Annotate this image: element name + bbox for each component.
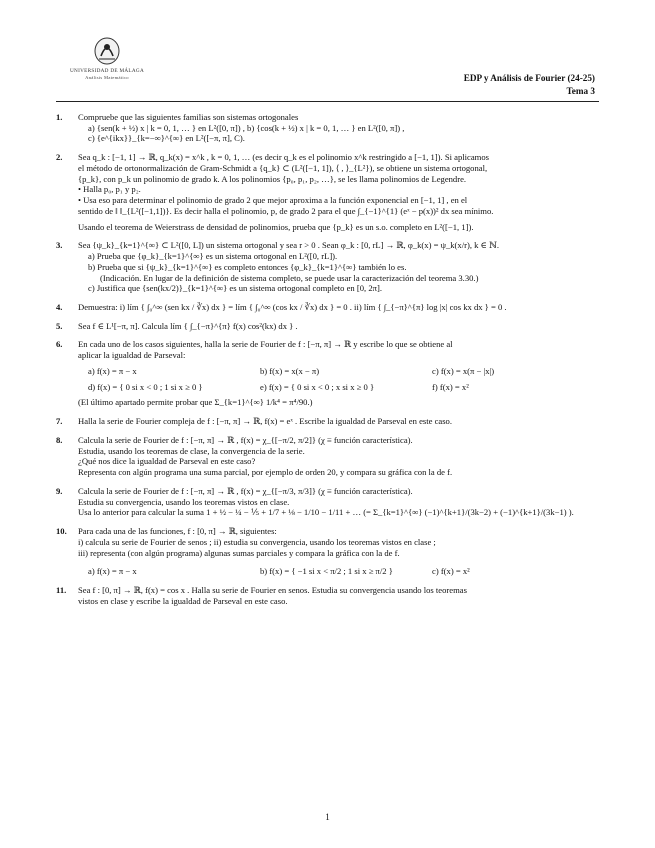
exercise-11 — [56, 585, 604, 606]
exercise-number: 3. — [56, 240, 63, 251]
page-number: 1 — [325, 812, 330, 822]
case-item: e) f(x) = { 0 si x < 0 ; x si x ≥ 0 } — [260, 381, 375, 392]
exercise-text: Compruebe que las siguientes familias son sistemas ortogonales — [78, 112, 299, 122]
exercise-text: aplicar la igualdad de Parseval: — [78, 350, 186, 361]
university-name: UNIVERSIDAD DE MÁLAGA — [69, 68, 145, 74]
exercise-10 — [56, 526, 604, 577]
exercise-2 — [56, 152, 604, 232]
course-title: EDP y Análisis de Fourier (24-25) — [463, 73, 595, 83]
exercise-text: ¿Qué nos dice la igualdad de Parseval en este caso? — [78, 456, 256, 467]
exercise-number: 2. — [56, 152, 63, 163]
case-item: f) f(x) = x² — [432, 381, 469, 392]
exercise-number: 8. — [56, 434, 63, 445]
exercise-text: iii) representa (con algún programa) algunas sumas parciales y compara la gráfica con la de f. — [78, 547, 400, 558]
exercise-text: Usando el teorema de Weierstrass de densidad de polinomios, prueba que {p_k} es un s.o. completo en L²([−1, 1]). — [78, 221, 474, 232]
exercise-6 — [56, 339, 604, 408]
exercise-number: 6. — [56, 339, 63, 350]
exercise-text: Sea {ψ_k}_{k=1}^{∞} ⊂ L²([0, L]) un sistema ortogonal y sea r > 0 . Sean φ_k : [0, rL] → ℝ, φ_k(x) = ψ_k(x/r), k ∈ ℕ. — [78, 240, 500, 251]
exercise-number: 7. — [56, 416, 63, 427]
university-logo — [67, 36, 147, 80]
exercise-text: Estudia, usando los teoremas de clase, la convergencia de la serie. — [78, 445, 305, 456]
exercise-text: a) Prueba que {φ_k}_{k=1}^{∞} es un sistema ortogonal en L²([0, rL]). — [88, 251, 338, 262]
cases-row — [78, 366, 604, 377]
exercise-number: 4. — [56, 302, 63, 313]
exercise-text: Calcula la serie de Fourier de f : [−π, π] → ℝ , f(x) = χ_{[−π/2, π/2]} (χ ≡ función característica). — [78, 434, 413, 445]
exercise-text: Para cada una de las funciones, f : [0, π] → ℝ, siguientes: — [78, 526, 277, 537]
case-item: a) f(x) = π − x — [88, 365, 137, 376]
exercise-8 — [56, 435, 604, 478]
course-header — [464, 72, 595, 99]
exercise-3 — [56, 240, 604, 294]
exercise-text: Calcula la serie de Fourier de f : [−π, π] → ℝ , f(x) = χ_{[−π/3, π/3]} (χ ≡ función característica). — [78, 485, 413, 496]
case-item: b) f(x) = { −1 si x < π/2 ; 1 si x ≥ π/2 } — [260, 566, 393, 577]
exercise-text: Representa con algún programa una suma parcial, por ejemplo de orden 20, y compara su gráfica con la de f. — [78, 467, 453, 478]
exercise-text: a) {sen(k + ½) x | k = 0, 1, … } en L²([0, π]) , b) {cos(k + ½) x | k = 0, 1, … } en L²([0, π]) , — [88, 122, 405, 133]
exercise-text: En cada uno de los casos siguientes, halla la serie de Fourier de f : [−π, π] → ℝ y escribe lo que se obtiene al — [78, 339, 453, 350]
exercise-text: c) {e^{ikx}}_{k=−∞}^{∞} en L²([−π, π], C). — [88, 133, 245, 144]
exercise-9 — [56, 486, 604, 518]
exercise-text: Sea q_k : [−1, 1] → ℝ, q_k(x) = x^k , k = 0, 1, … (es decir q_k es el polinomio x^k restringido a [−1, 1]). Si aplicamos — [78, 152, 489, 163]
exercise-number: 9. — [56, 485, 63, 496]
exercise-text: • Halla p₀, p₁ y p₂. — [78, 184, 141, 195]
exercise-5 — [56, 321, 604, 332]
cases-row — [78, 566, 604, 577]
exercise-7 — [56, 416, 604, 427]
case-item: d) f(x) = { 0 si x < 0 ; 1 si x ≥ 0 } — [88, 381, 203, 392]
case-item: c) f(x) = x(π − |x|) — [432, 365, 495, 376]
exercise-number: 10. — [56, 526, 67, 537]
header-divider — [56, 101, 599, 102]
exercise-1 — [56, 112, 604, 144]
exercise-note: (El último apartado permite probar que Σ_{k=1}^{∞} 1/k⁴ = π⁴/90.) — [78, 397, 313, 408]
cases-row — [78, 382, 604, 393]
exercise-4 — [56, 302, 604, 313]
exercise-text: c) Justifica que {sen(kx/2)}_{k=1}^{∞} es un sistema ortogonal completo en [0, 2π]. — [88, 283, 382, 294]
case-item: b) f(x) = x(x − π) — [260, 365, 320, 376]
exercise-text: Sea f : [0, π] → ℝ, f(x) = cos x . Halla su serie de Fourier en senos. Estudia su convergencia usando los teoremas — [78, 584, 467, 595]
exercise-text: Demuestra: i) lím { ∫₀^∞ (sen kx / ∛x) dx } = lím { ∫₀^∞ (cos kx / ∛x) dx } = 0 . ii) lím { ∫_{−π}^{π} log |x| cos kx dx } = 0 . — [78, 302, 507, 313]
exercise-number: 5. — [56, 320, 63, 331]
exercise-number: 11. — [56, 584, 67, 595]
case-item: a) f(x) = π − x — [88, 566, 137, 577]
exercise-text: Usa lo anterior para calcular la suma 1 + ½ − ¼ − ⅕ + 1/7 + ⅛ − 1/10 − 1/11 + … (= Σ_{k=1}^{∞} (−1)^{k+1}/(3k−2) + (−1)^{k+1}/(3k−1) ). — [78, 507, 574, 518]
university-seal-icon — [93, 36, 121, 66]
exercise-text: • Usa eso para determinar el polinomio de grado 2 que mejor aproxima a la función exponencial en [−1, 1] , en el — [78, 195, 468, 206]
exercise-text: Halla la serie de Fourier compleja de f : [−π, π] → ℝ, f(x) = eˣ . Escribe la igualdad de Parseval en este caso. — [78, 416, 452, 427]
exercise-text: sentido de ‖ ‖_{L²([−1,1])}. Es decir halla el polinomio, p, de grado 2 para el que ∫_{−1}^{1} (eˣ − p(x))² dx sea mínimo. — [78, 205, 494, 216]
exercise-text: (Indicación. En lugar de la definición de sistema completo, se puede usar la caracterización del teorema 3.30.) — [100, 272, 479, 283]
exercise-list — [56, 112, 604, 614]
exercise-text: vistos en clase y escribe la igualdad de Parseval en este caso. — [78, 595, 288, 606]
department-name: Análisis Matemático — [85, 74, 129, 80]
case-item: c) f(x) = x² — [432, 566, 470, 577]
exercise-text: Estudia su convergencia, usando los teoremas vistos en clase. — [78, 496, 290, 507]
exercise-text: i) calcula su serie de Fourier de senos ; ii) estudia su convergencia, usando los teoremas vistos en clase ; — [78, 536, 436, 547]
exercise-number: 1. — [56, 112, 63, 122]
exercise-text: el método de ortonormalización de Gram-Schmidt a {q_k} ⊂ (L²([−1, 1]), ⟨ , ⟩_{L²}), se obtiene un sistema ortogonal, — [78, 162, 488, 173]
sheet-title: Tema 3 — [566, 86, 595, 97]
exercise-text: Sea f ∈ L¹[−π, π]. Calcula lím { ∫_{−π}^{π} f(x) cos²(kx) dx } . — [78, 320, 298, 331]
exercise-text: {p_k}, con p_k un polinomio de grado k. A los polinomios {p₀, p₁, p₂, …}, se les llama polinomios de Legendre. — [78, 173, 467, 184]
exercise-text: b) Prueba que si {ψ_k}_{k=1}^{∞} es completo entonces {φ_k}_{k=1}^{∞} también lo es. — [88, 261, 407, 272]
